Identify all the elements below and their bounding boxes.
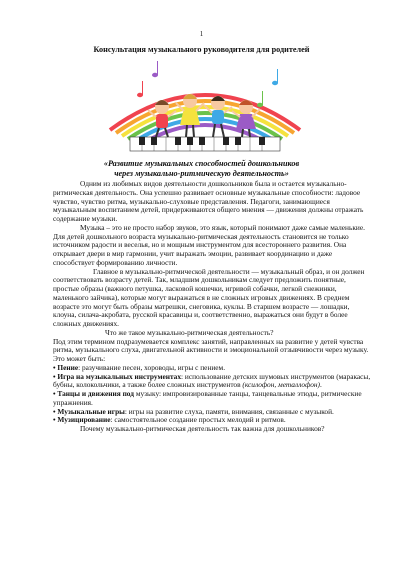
list-text: : использование детских шумовых инструментов (маракасы, бубны, колокольчики, а также более сложных инструментов [53, 371, 371, 390]
paragraph: Одним из любимых видов деятельности дошкольников была и остается музыкально-ритмическая деятельность. Она успешно развивает основные музыкальные способности: ладовое чувство, чувство ритма, музыкально-слуховые представления. Педагоги, занимающиеся музыкальным воспитанием детей, придерживаются общего мнения — движения должны отражать содержание музыки. [53, 179, 364, 223]
list-term: Танцы и движения под [57, 389, 134, 398]
list-term: Пение [57, 362, 79, 372]
list-bullet: • [53, 362, 56, 372]
list-item [53, 373, 371, 391]
document-title: Консультация музыкального руководителя для родителей [93, 45, 310, 54]
list-text: : игры на развитие слуха, памяти, внимания, связанные с музыкой. [124, 406, 334, 416]
definition-paragraph: Под этим термином подразумевается комплекс занятий, направленных на развитие у детей чувства ритма, музыкального слуха, двигательной активности и эмоциональной отзывчивости через музыку. Это может быть: [53, 336, 369, 363]
list-item [53, 390, 371, 408]
paragraph: Главное в музыкально-ритмической деятельности — музыкальный образ, и он должен соответствовать возрасту детей. Так, младшим дошкольникам следует предложить понятные, простые образы (важного петушка, ласковой кошечки, игривой собачки, легкой снежинки, маленького зайчика), которые могут выражаться в не сложных игровых движениях. В среднем возрасте это могут быть образы матрешки, снеговика, куклы. В старшем возрасте — лошадки, клоуна, силача-акробата, русской красавицы и, соответственно, выражаться они будут в более сложных движениях. [53, 266, 365, 328]
list-italic: (ксилофон, металлофон) [242, 380, 320, 390]
list-bullet: • [53, 415, 56, 425]
document-body [53, 180, 371, 434]
list-bullet: • [53, 406, 56, 416]
children-dancing-on-piano-keys-icon [100, 55, 310, 155]
list-tail: . [319, 380, 322, 390]
list-term: Музыкальные игры [57, 406, 125, 416]
list-text: : разучивание песен, хороводы, игры с пением. [78, 362, 226, 372]
list-text: музыку: импровизированные танцы, танцевальные этюды, ритмические упражнения. [53, 389, 362, 407]
question-heading: Что же такое музыкально-ритмическая деятельность? [105, 327, 274, 337]
subtitle-line: «Развитие музыкальных способностей дошкольников [103, 159, 300, 168]
list-bullet: • [53, 389, 56, 398]
document-subtitle [40, 159, 363, 179]
paragraph: Музыка – это не просто набор звуков, это язык, который понимают даже самые маленькие. Для детей дошкольного возраста музыкально-ритмическая деятельность становится не только источником радости и веселья, но и мощным инструментом для всестороннего развития. Она открывает двери в мир гармонии, учит выражать эмоции, развивает координацию и даже способствует формированию личности. [53, 222, 365, 267]
list-term: Игра на музыкальных инструментах [57, 371, 182, 381]
page-number: 1 [199, 30, 204, 38]
list-bullet: • [53, 371, 56, 381]
list-term: Музицирование [57, 415, 111, 425]
list-text: : самостоятельное создание простых мелодий и ритмов. [110, 415, 286, 425]
subtitle-line: через музыкально-ритмическую деятельность» [114, 169, 289, 178]
question-heading: Почему музыкально-ритмическая деятельность так важна для дошкольников? [80, 424, 325, 433]
